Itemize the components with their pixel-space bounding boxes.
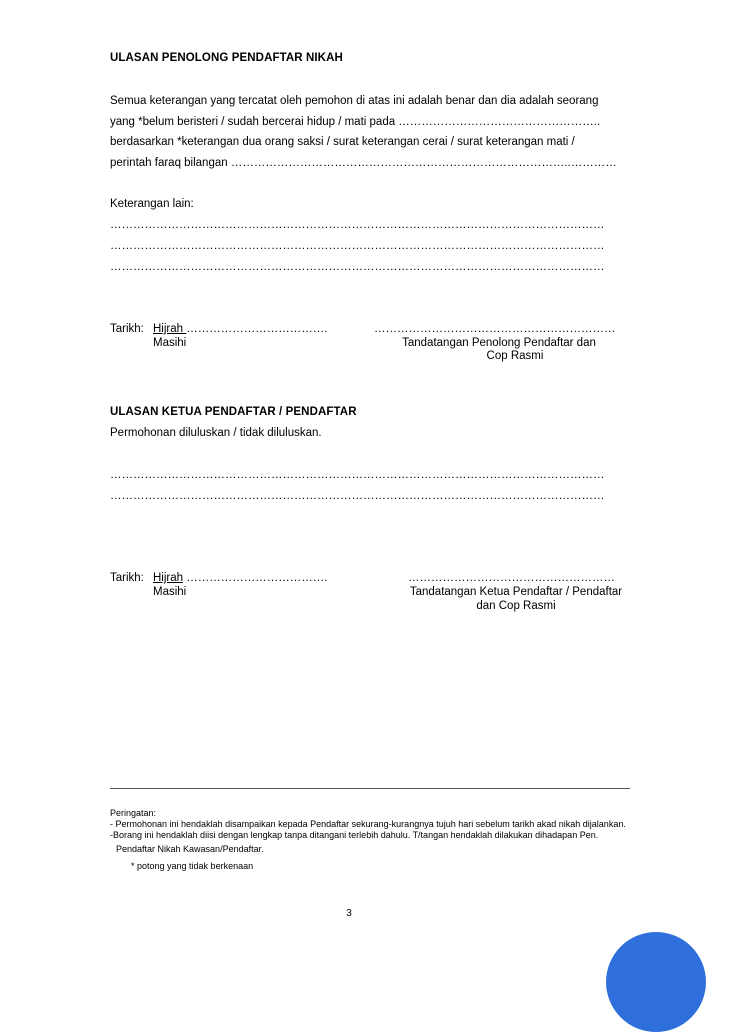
signature-caption: Tandatangan Penolong Pendaftar dan [402,337,596,349]
section1-para-line: berdasarkan *keterangan dua orang saksi / surat keterangan cerai / surat keterangan mati / [110,136,575,148]
approval-status-text: Permohonan diluluskan / tidak diluluskan. [110,427,322,439]
section1-para-line: perintah faraq bilangan ……………………………………………………………………………..………… [110,156,617,169]
date-label: Tarikh: [110,572,144,584]
remarks-line[interactable]: ………………………………………………………………………………………………………………… [110,219,605,231]
signature-caption-stamp: dan Cop Rasmi [476,600,556,612]
signature-caption-stamp: Cop Rasmi [486,350,544,362]
page-number: 3 [346,908,352,919]
hijrah-date-field[interactable] [153,323,327,335]
section1-para-line: yang *belum beristeri / sudah bercerai hidup / mati pada …………………………………………….. [110,115,601,128]
remarks-line[interactable]: ………………………………………………………………………………………………………………… [110,469,605,481]
remarks-line[interactable]: ………………………………………………………………………………………………………………… [110,261,605,273]
blue-circle-decoration [606,932,706,1032]
warning-title: Peringatan: [110,808,157,818]
date-label: Tarikh: [110,323,144,335]
masihi-label: Masihi [153,586,187,598]
warning-note: -Borang ini hendaklah diisi dengan lengkap tanpa ditangani terlebih dahulu. T/tangan hendaklah dilakukan dihadapan Pen. [110,830,599,840]
section1-para-line: Semua keterangan yang tercatat oleh pemohon di atas ini adalah benar dan dia adalah seorang [110,95,599,107]
remarks-line[interactable]: ………………………………………………………………………………………………………………… [110,490,605,502]
remarks-line[interactable]: ………………………………………………………………………………………………………………… [110,240,605,252]
signature-caption: Tandatangan Ketua Pendaftar / Pendaftar [409,586,623,598]
asterisk-note: * potong yang tidak berkenaan [131,861,254,871]
hijrah-label: Hijrah [153,323,187,335]
section1-heading: ULASAN PENOLONG PENDAFTAR NIKAH [110,52,343,64]
section2-heading: ULASAN KETUA PENDAFTAR / PENDAFTAR [110,406,357,418]
signature-line[interactable]: ……………………………………………… [408,572,615,584]
warning-note: Pendaftar Nikah Kawasan/Pendaftar. [116,844,264,854]
hijrah-dots: ………………………………. [183,572,328,584]
masihi-label: Masihi [153,337,187,349]
section1-paragraph [110,91,630,173]
hijrah-label: Hijrah [153,572,184,584]
other-remarks-label: Keterangan lain: [110,198,194,210]
footer-divider [110,788,630,789]
signature-line[interactable]: ……………………………………………………… [374,323,616,335]
hijrah-date-field[interactable] [153,572,327,584]
warning-note: - Permohonan ini hendaklah disampaikan kepada Pendaftar sekurang-kurangnya tujuh hari sebelum tarikh akad nikah dijalankan. [110,819,626,829]
hijrah-dots: ………………………………. [186,323,328,335]
